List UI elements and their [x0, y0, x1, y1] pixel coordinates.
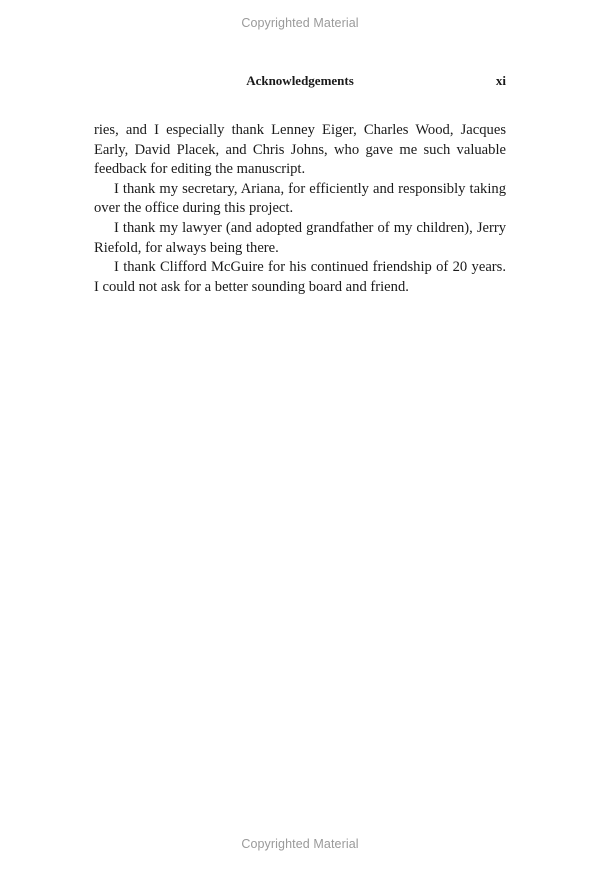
paragraph: I thank my secretary, Ariana, for efficiently and responsibly taking over the office during this project.: [94, 180, 506, 217]
copyright-watermark-top: Copyrighted Material: [241, 16, 359, 30]
page-number: xi: [495, 73, 506, 88]
paragraph-continuation: ries, and I especially thank Lenney Eiger, Charles Wood, Jacques Early, David Placek, and Chris Johns, who gave me such valuable feedback for editing the manuscript.: [94, 122, 506, 178]
copyright-watermark-bottom: Copyrighted Material: [241, 837, 359, 851]
running-head: [94, 73, 506, 91]
paragraph: I thank Clifford McGuire for his continued friendship of 20 years. I could not ask for a better sounding board and friend.: [94, 259, 506, 295]
paragraph: I thank my lawyer (and adopted grandfather of my children), Jerry Riefold, for always being there.: [94, 219, 506, 256]
body-text: [94, 121, 506, 297]
chapter-title: Acknowledgements: [246, 73, 354, 88]
